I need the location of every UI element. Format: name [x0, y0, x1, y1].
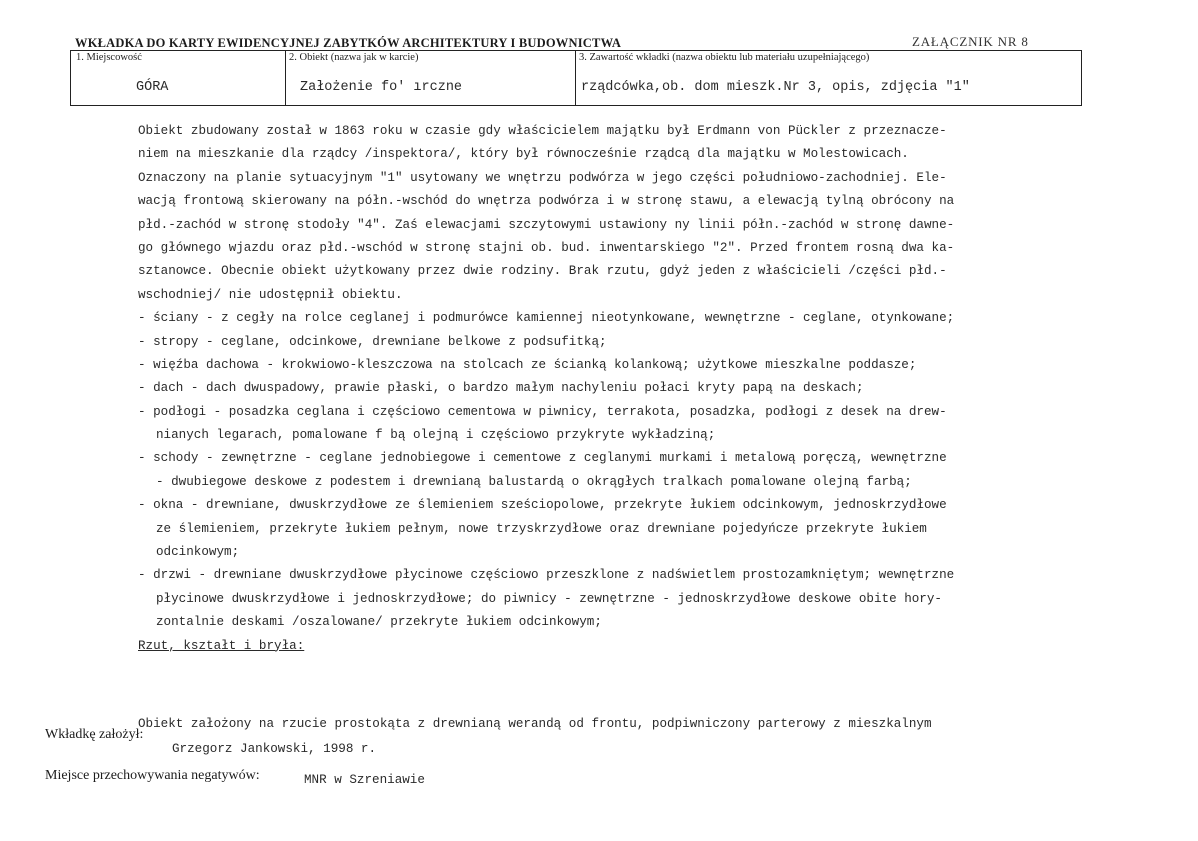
- description-line: odcinkowym;: [156, 545, 240, 560]
- table-top-border: [70, 50, 1082, 51]
- description-line: nianych legarach, pomalowane f bą olejną i częściowo przykryte wykładziną;: [156, 428, 716, 443]
- description-line: - więźba dachowa - krokwiowo-kleszczowa na stolcach ze ścianką kolankową; użytkowe mieszkalne poddasze;: [138, 357, 917, 372]
- table-right-border: [1081, 50, 1082, 106]
- description-line: Oznaczony na planie sytuacyjnym "1" usytowany we wnętrzu podwórza w jego części południowo-zachodniej. Ele-: [138, 170, 947, 185]
- contents-label: 3. Zawartość wkładki (nazwa obiektu lub materiału uzupełniającego): [579, 52, 870, 63]
- description-line: zontalnie deskami /oszalowane/ przekryte łukiem odcinkowym;: [156, 615, 602, 630]
- description-line: - dach - dach dwuspadowy, prawie płaski, o bardzo małym nachyleniu połaci kryty papą na deskach;: [138, 381, 864, 396]
- negatives-location-label: Miejsce przechowywania negatywów:: [45, 768, 260, 783]
- section-heading: Rzut, kształt i bryła:: [138, 638, 305, 653]
- negatives-location-value: MNR w Szreniawie: [304, 773, 425, 787]
- object-value: Założenie fo' ırczne: [300, 80, 463, 95]
- plan-description-line: Obiekt założony na rzucie prostokąta z drewnianą werandą od frontu, podpiwniczony parterowy z mieszkalnym: [138, 717, 932, 731]
- description-line: - dwubiegowe deskowe z podestem i drewnianą balustardą o okrągłych tralkach pomalowane olejną farbą;: [156, 474, 912, 489]
- description-line: - okna - drewniane, dwuskrzydłowe ze ślemieniem sześciopolowe, przekryte łukiem odcinkowym, jednoskrzydłowe: [138, 498, 947, 513]
- attachment-number: ZAŁĄCZNIK NR 8: [912, 34, 1029, 49]
- created-by-label: Wkładkę założył:: [45, 727, 144, 742]
- description-line: - ściany - z cegły na rolce ceglanej i podmurówce kamiennej nieotynkowane, wewnętrzne - ceglane, otynkowane;: [138, 311, 955, 326]
- object-label: 2. Obiekt (nazwa jak w karcie): [289, 52, 419, 63]
- locality-value: GÓRA: [136, 80, 169, 95]
- section-heading-wrapper: [138, 635, 1058, 658]
- description-line: wacją frontową skierowany na półn.-wschód do wnętrza podwórza i w stronę stawu, a elewacją tylną obrócony na: [138, 194, 955, 209]
- column-divider-2: [575, 50, 576, 106]
- description-line: ze ślemieniem, przekryte łukiem pełnym, nowe trzyskrzydłowe oraz drewniane pojedyńcze przekryte łukiem: [156, 521, 927, 536]
- locality-label: 1. Miejscowość: [76, 52, 142, 63]
- description-line: - podłogi - posadzka ceglana i częściowo cementowa w piwnicy, terrakota, posadzka, podłogi z desek na drew-: [138, 404, 947, 419]
- column-divider-1: [285, 50, 286, 106]
- description-line: niem na mieszkanie dla rządcy /inspektora/, który był równocześnie rządcą dla majątku w Molestowicach.: [138, 147, 909, 162]
- form-title: WKŁADKA DO KARTY EWIDENCYJNEJ ZABYTKÓW ARCHITEKTURY I BUDOWNICTWA: [75, 36, 622, 50]
- table-bottom-border: [70, 105, 1082, 106]
- description-text: [138, 120, 1058, 658]
- description-line: Obiekt zbudowany został w 1863 roku w czasie gdy właścicielem majątku był Erdmann von Pückler z przeznacze-: [138, 124, 947, 138]
- header-table: [70, 50, 1082, 106]
- description-line: wschodniej/ nie udostępnił obiektu.: [138, 287, 403, 302]
- contents-value: rządcówka,ob. dom mieszk.Nr 3, opis, zdjęcia "1": [581, 80, 970, 95]
- author-value: Grzegorz Jankowski, 1998 r.: [172, 742, 377, 756]
- description-line: go głównego wjazdu oraz płd.-wschód w stronę stajni ob. bud. inwentarskiego "2". Przed frontem rosną dwa ka-: [138, 240, 955, 255]
- description-line: - drzwi - drewniane dwuskrzydłowe płycinowe częściowo przeszklone z nadświetlem prostozamkniętym; wewnętrzne: [138, 568, 955, 583]
- description-line: sztanowce. Obecnie obiekt użytkowany przez dwie rodziny. Brak rzutu, gdyż jeden z właścicieli /części płd.-: [138, 264, 947, 279]
- description-line: - schody - zewnętrzne - ceglane jednobiegowe i cementowe z ceglanymi murkami i metalową poręczą, wewnętrzne: [138, 451, 947, 466]
- description-line: płycinowe dwuskrzydłowe i jednoskrzydłowe; do piwnicy - zewnętrzne - jednoskrzydłowe deskowe obite hory-: [156, 591, 942, 606]
- table-left-border: [70, 50, 71, 106]
- description-line: - stropy - ceglane, odcinkowe, drewniane belkowe z podsufitką;: [138, 334, 607, 349]
- description-line: płd.-zachód w stronę stodoły "4". Zaś elewacjami szczytowymi ustawiony ny linii półn.-zachód w stronę dawne-: [138, 217, 955, 232]
